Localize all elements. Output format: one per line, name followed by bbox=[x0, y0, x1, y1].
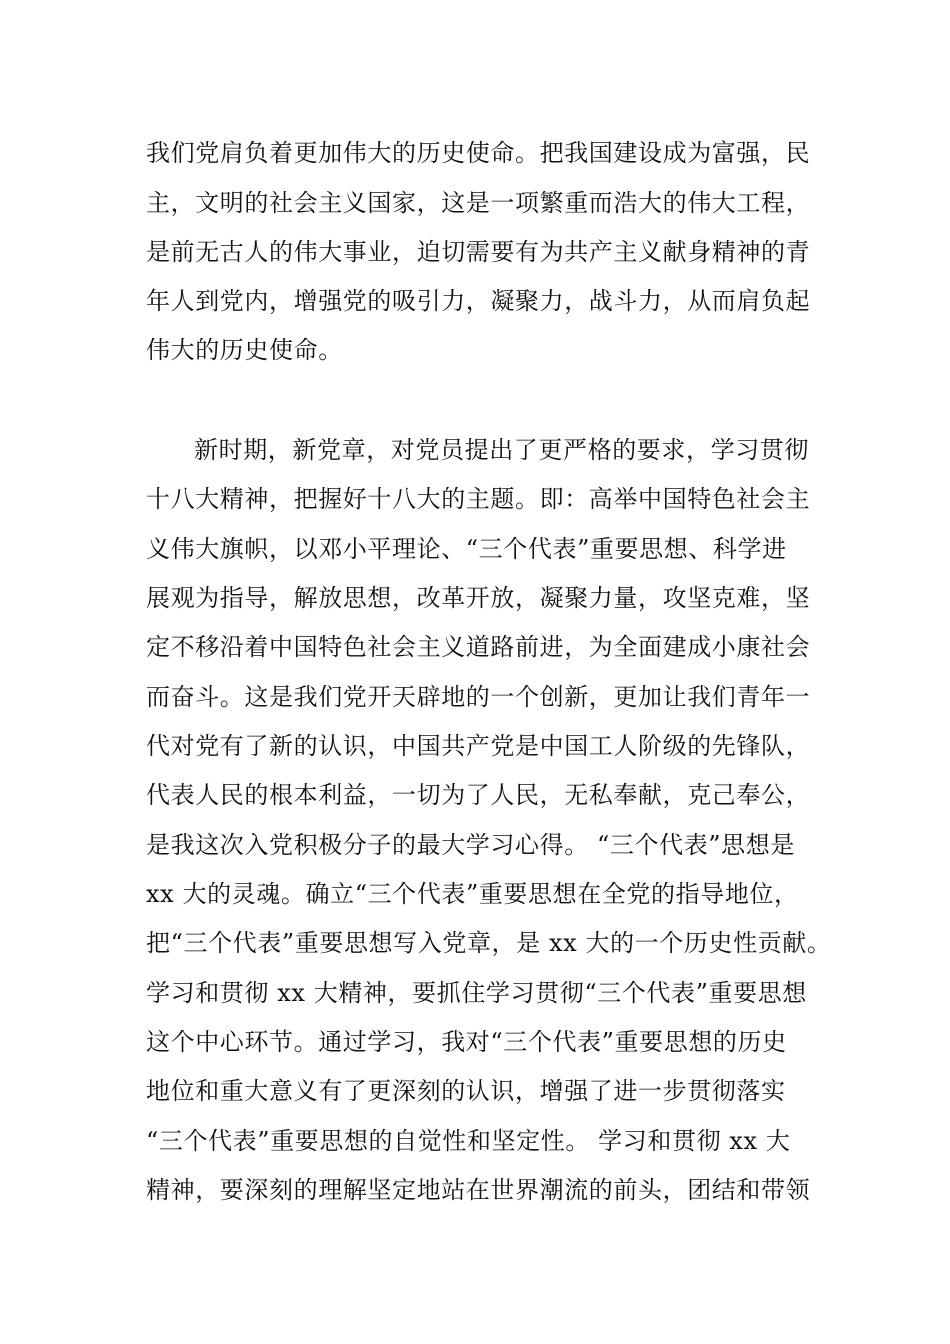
paragraph-2-line-9: 是我这次入党积极分子的最大学习心得。 “三个代表”思想是 bbox=[146, 831, 795, 859]
paragraph-2-line-15: “三个代表”重要思想的自觉性和坚定性。 学习和贯彻 xx 大 bbox=[146, 1127, 791, 1155]
paragraph-2-line-7: 代对党有了新的认识，中国共产党是中国工人阶级的先锋队， bbox=[146, 732, 811, 760]
paragraph-2-line-16: 精神，要深刻的理解坚定地站在世界潮流的前头，团结和带领 bbox=[146, 1176, 811, 1204]
paragraph-2-line-12: 学习和贯彻 xx 大精神，要抓住学习贯彻“三个代表”重要思想 bbox=[146, 979, 807, 1007]
paragraph-2-line-6: 而奋斗。这是我们党开天辟地的一个创新，更加让我们青年一 bbox=[146, 683, 811, 711]
paragraph-2-line-4: 展观为指导，解放思想，改革开放，凝聚力量，攻坚克难，坚 bbox=[146, 584, 811, 612]
paragraph-1-line-5: 伟大的历史使命。 bbox=[146, 336, 343, 364]
paragraph-1-line-1: 我们党肩负着更加伟大的历史使命。把我国建设成为富强，民 bbox=[146, 139, 811, 167]
paragraph-2-line-11: 把“三个代表”重要思想写入党章，是 xx 大的一个历史性贡献。 bbox=[146, 929, 832, 957]
paragraph-1-line-4: 年人到党内，增强党的吸引力，凝聚力，战斗力，从而肩负起 bbox=[146, 287, 811, 315]
paragraph-2-line-3: 义伟大旗帜，以邓小平理论、“三个代表”重要思想、科学进 bbox=[146, 535, 787, 563]
paragraph-2-line-10: xx 大的灵魂。确立“三个代表”重要思想在全党的指导地位， bbox=[146, 880, 799, 908]
paragraph-1-line-3: 是前无古人的伟大事业，迫切需要有为共产主义献身精神的青 bbox=[146, 238, 811, 266]
paragraph-2-line-14: 地位和重大意义有了更深刻的认识，增强了进一步贯彻落实 bbox=[146, 1077, 786, 1105]
paragraph-2-line-5: 定不移沿着中国特色社会主义道路前进，为全面建成小康社会 bbox=[146, 633, 811, 661]
paragraph-2-line-2: 十八大精神，把握好十八大的主题。即：高举中国特色社会主 bbox=[146, 485, 811, 513]
paragraph-2-line-1: 新时期，新党章，对党员提出了更严格的要求，学习贯彻 bbox=[194, 436, 809, 464]
paragraph-2-line-13: 这个中心环节。通过学习，我对“三个代表”重要思想的历史 bbox=[146, 1028, 787, 1056]
paragraph-2-line-8: 代表人民的根本利益，一切为了人民，无私奉献，克己奉公， bbox=[146, 781, 811, 809]
paragraph-1-line-2: 主，文明的社会主义国家，这是一项繁重而浩大的伟大工程， bbox=[146, 189, 811, 217]
